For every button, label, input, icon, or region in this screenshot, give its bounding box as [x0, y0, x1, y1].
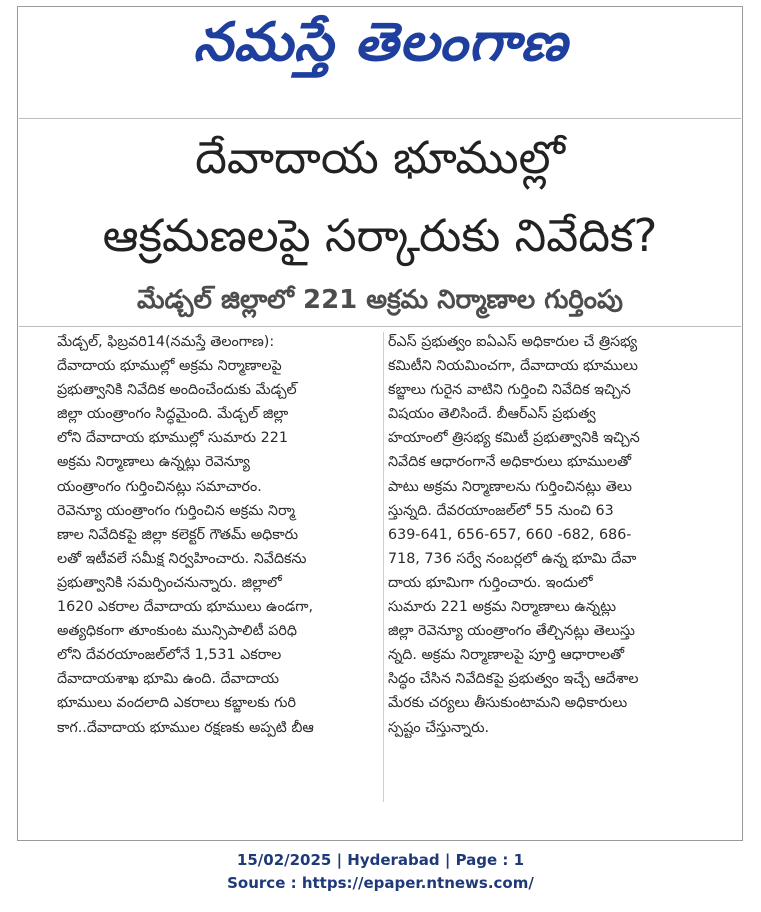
article-line: లతో ఇటీవలే సమీక్ష నిర్వహించారు. నివేదికను [57, 550, 307, 567]
article-line: భూములు వందలాది ఎకరాలు కబ్జాలకు గురి [57, 695, 296, 712]
article-line: మేరకు చర్యలు తీసుకుంటామని అధికారులు [388, 695, 628, 712]
article-line: 639-641, 656-657, 660 -682, 686- [388, 526, 632, 543]
headline-line-2: ఆక్రమణలపై సర్కారుకు నివేదిక? [102, 209, 658, 262]
subheadline-divider [19, 326, 741, 327]
newspaper-masthead-logo: నమస్తే తెలంగాణ [193, 11, 568, 74]
article-line: స్తున్నది. దేవరయాంజల్‌లో 55 నుంచి 63 [388, 502, 614, 519]
article-line: కాగ..దేవాదాయ భూముల రక్షణకు అప్పటి బీఆ [57, 719, 314, 736]
footer-date-edition: 15/02/2025 | Hyderabad | Page : 1 [236, 851, 525, 869]
article-line: దేవాదాయ భూముల్లో అక్రమ నిర్మాణాలపై [57, 358, 282, 375]
article-line: మేడ్చల్, ఫిబ్రవరి14(నమస్తే తెలంగాణ): [57, 334, 275, 350]
article-line: రెవెన్యూ యంత్రాంగం గుర్తించిన అక్రమ నిర్మా [57, 502, 295, 519]
article-line: నివేదిక ఆధారంగానే అధికారులు భూములతో [388, 454, 632, 471]
article-line: న్నది. అక్రమ నిర్మాణాలపై పూర్తి ఆధారాలతో [388, 647, 625, 664]
article-line: స్పష్టం చేస్తున్నారు. [388, 719, 490, 736]
article-line: లోని దేవాదాయ భూముల్లో సుమారు 221 [57, 430, 288, 447]
masthead-divider [19, 118, 741, 119]
article-line: కమిటీని నియమించగా, దేవాదాయ భూములు [388, 358, 638, 375]
article-left-column [57, 330, 387, 740]
article-line: యంత్రాంగం గుర్తించినట్లు సమాచారం. [57, 478, 262, 495]
article-line: అక్రమ నిర్మాణాలు ఉన్నట్లు రెవెన్యూ [57, 454, 250, 471]
article-line: సిద్ధం చేసిన నివేదికపై ప్రభుత్వం ఇచ్చే ఆదేశాల [388, 671, 639, 688]
article-line: అత్యధికంగా తూంకుంట మున్సిపాలిటీ పరిధి [57, 623, 297, 640]
article-line: ణాల నివేదికపై జిల్లా కలెక్టర్ గౌతమ్ అధికారు [57, 526, 299, 543]
subheadline: మేడ్చల్ జిల్లాలో 221 అక్రమ నిర్మాణాల గుర్తింపు [137, 285, 623, 315]
article-line: కబ్జాలు గురైన వాటిని గుర్తించి నివేదిక ఇచ్చిన [388, 382, 631, 399]
article-line: పాటు అక్రమ నిర్మాణాలను గుర్తించినట్లు తెలు [388, 478, 632, 495]
column-divider [383, 332, 384, 802]
article-line: 1620 ఎకరాల దేవాదాయ భూములు ఉండగా, [57, 599, 313, 616]
article-line: దాయ భూమిగా గుర్తించారు. ఇందులో [388, 574, 593, 591]
article-line: ప్రభుత్వానికి నివేదిక అందించేందుకు మేడ్చల్ [57, 382, 297, 399]
article-line: జిల్లా యంత్రాంగం సిద్ధమైంది. మేడ్చల్ జిల్లా [57, 406, 289, 423]
article-line: సుమారు 221 అక్రమ నిర్మాణాలు ఉన్నట్లు [388, 599, 617, 616]
footer-source: Source : https://epaper.ntnews.com/ [227, 874, 534, 892]
headline-line-1: దేవాదాయ భూముల్లో [195, 131, 565, 184]
article-line: ర్ఎస్ ప్రభుత్వం ఐఏఎస్ అధికారుల చే త్రిసభ్య [388, 334, 638, 350]
article-line: విషయం తెలిసిందే. బీఆర్ఎస్ ప్రభుత్వ [388, 406, 596, 423]
article-right-column [388, 330, 718, 740]
article-line: ప్రభుత్వానికి సమర్పించనున్నారు. జిల్లాలో [57, 574, 282, 591]
article-line: హయాంలో త్రిసభ్య కమిటీ ప్రభుత్వానికి ఇచ్చిన [388, 430, 640, 447]
article-line: 718, 736 సర్వే నంబర్లలో ఉన్న భూమి దేవా [388, 550, 637, 567]
article-line: దేవాదాయశాఖ భూమి ఉంది. దేవాదాయ [57, 671, 279, 688]
article-line: లోని దేవరయాంజల్‌లోనే 1,531 ఎకరాల [57, 647, 282, 664]
article-line: జిల్లా రెవెన్యూ యంత్రాంగం తేల్చినట్లు తెలుస్తు [388, 623, 635, 640]
